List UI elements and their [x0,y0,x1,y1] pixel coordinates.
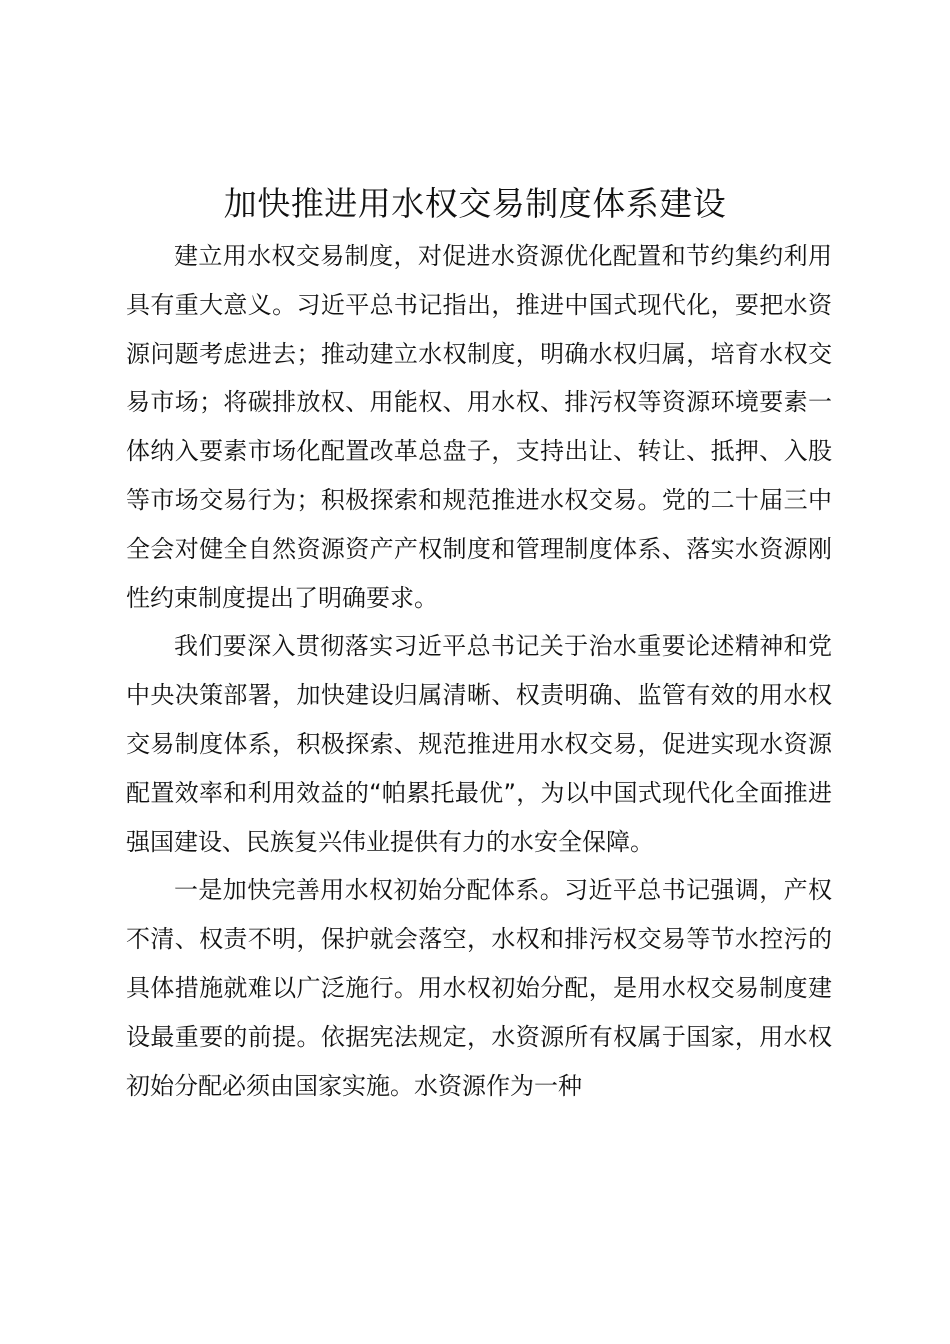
document-body [126,232,832,1110]
paragraph-1: 建立用水权交易制度，对促进水资源优化配置和节约集约利用具有重大意义。习近平总书记指出，推进中国式现代化，要把水资源问题考虑进去；推动建立水权制度，明确水权归属，培育水权交易市场；将碳排放权、用能权、用水权、排污权等资源环境要素一体纳入要素市场化配置改革总盘子，支持出让、转让、抵押、入股等市场交易行为；积极探索和规范推进水权交易。党的二十届三中全会对健全自然资源资产产权制度和管理制度体系、落实水资源刚性约束制度提出了明确要求。 [126,242,832,612]
document-title: 加快推进用水权交易制度体系建设 [223,184,727,223]
paragraph-2: 我们要深入贯彻落实习近平总书记关于治水重要论述精神和党中央决策部署，加快建设归属清晰、权责明确、监管有效的用水权交易制度体系，积极探索、规范推进用水权交易，促进实现水资源配置效率和利用效益的“帕累托最优”，为以中国式现代化全面推进强国建设、民族复兴伟业提供有力的水安全保障。 [126,632,832,856]
paragraph-3: 一是加快完善用水权初始分配体系。习近平总书记强调，产权不清、权责不明，保护就会落空，水权和排污权交易等节水控污的具体措施就难以广泛施行。用水权初始分配，是用水权交易制度建设最重要的前提。依据宪法规定，水资源所有权属于国家，用水权初始分配必须由国家实施。水资源作为一种 [126,876,832,1100]
